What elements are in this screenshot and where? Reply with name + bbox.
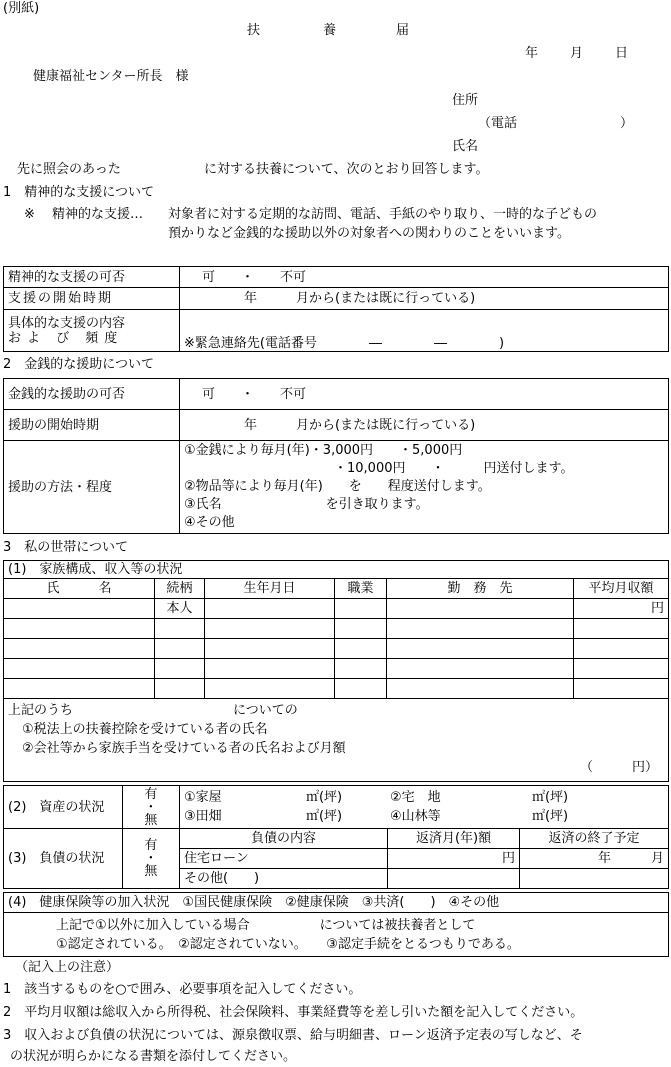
note-1: 1 該当するものを○で囲み、必要事項を記入してください。 [3,982,362,997]
address-label: 住所 [452,93,479,108]
area-unit: ㎡(坪) [531,809,569,824]
spiritual-content-label: 具体的な支援の内容 およ び 頻度 [4,310,180,352]
note-2: 2 平均月収額は総収入から所得税、社会保険料、事業経費等を差し引いた額を記入してください。 [3,1005,584,1020]
family-row[interactable] [4,659,669,679]
title-char-3: 届 [396,23,410,38]
family-header-income: 平均月収額 [574,579,669,599]
method-3: ③氏名 を引き取ります。 [184,497,429,512]
note-3b: の状況が明らかになる書類を添付してください。 [10,1049,297,1064]
note-3a: 3 収入および負債の状況については、源泉徴収票、給与明細書、ローン返済予定表の写しなど、そ [3,1028,583,1043]
household-table [3,560,669,782]
family-header-birthdate: 生年月日 [205,579,335,599]
spiritual-possible-label: 精神的な支援の可否 [4,267,180,288]
regarding: についての [233,703,298,718]
assets-detail[interactable] [179,786,668,829]
family-title: (1) 家族構成、収入等の状況 [4,561,669,579]
insurance-options: ①認定されている。 ②認定されていない。 ③認定手続をとるつもりである。 [56,936,520,952]
spiritual-start-label: 支援の開始時期 [4,288,180,310]
section1-title: 1 精神的な支援について [3,185,155,200]
spiritual-start-value[interactable]: 年 月から(または既に行っている) [180,288,669,310]
notes-title: （記入上の注意） [15,960,120,975]
income-unit: 円 [574,599,669,619]
note-line2: 預かりなど金銭的な援助以外の対象者への関わりのことをいいます。 [168,226,570,241]
financial-method-value[interactable] [180,441,669,534]
financial-possible-value[interactable]: 可 ・ 不可 [180,379,669,410]
financial-method-label: 援助の方法・程度 [4,441,180,534]
note-line1: 対象者に対する定期的な訪問、電話、手紙のやり取り、一時的な子どもの [168,207,598,222]
spiritual-support-table [3,266,669,352]
family-row[interactable] [4,639,669,659]
spiritual-possible-value[interactable]: 可 ・ 不可 [180,267,669,288]
asset-house: ①家屋 [183,790,222,805]
area-unit: ㎡(坪) [531,790,569,805]
debt-other-end[interactable] [519,869,668,889]
area-unit: ㎡(坪) [305,790,343,805]
debt-label: (3) 負債の状況 [4,829,123,889]
family-row[interactable] [4,599,669,619]
financial-possible-label: 金銭的な援助の可否 [4,379,180,410]
date-day: 日 [615,46,629,61]
insurance-note[interactable] [4,913,669,957]
intro-suffix: に対する扶養について、次のとおり回答します。 [204,162,489,177]
financial-support-table [3,378,669,534]
debt-other: その他( ) [179,869,387,889]
intro-prefix: 先に照会のあった [17,162,121,177]
assets-label: (2) 資産の状況 [4,786,123,829]
family-row[interactable] [4,679,669,699]
financial-start-label: 援助の開始時期 [4,410,180,441]
title-char-1: 扶 [247,23,261,38]
debt-yes-no[interactable]: 有 ・ 無 [122,829,179,889]
date-month: 月 [570,46,584,61]
area-unit: ㎡(坪) [305,809,343,824]
family-header-name: 氏 名 [4,579,155,599]
family-header-workplace: 勤 務 先 [387,579,574,599]
insurance-line[interactable]: (4) 健康保険等の加入状況 ①国民健康保険 ②健康保険 ③共済( ) ④その他 [4,893,669,913]
assets-yes-no[interactable]: 有 ・ 無 [122,786,179,829]
debt-end-date[interactable]: 年 月 [519,849,668,869]
debt-housing: 住宅ローン [179,849,387,869]
note-mark: ※ [24,207,35,222]
title-char-2: 養 [323,23,337,38]
method-1b: ・10,000円 ・ 円送付します。 [334,461,574,476]
dependents-cell[interactable] [4,699,669,782]
of-above: 上記のうち [8,703,74,718]
section3-title: 3 私の世帯について [3,540,129,555]
name-label: 氏名 [452,139,479,154]
addressee: 健康福祉センター所長 様 [33,69,189,84]
asset-field: ③田畑 [183,809,222,824]
asset-land: ②宅 地 [389,790,441,805]
debt-other-amount[interactable] [388,869,520,889]
family-row[interactable] [4,619,669,639]
method-1: ①金銭により毎月(年)・3,000円 ・5,000円 [184,443,463,458]
financial-start-value[interactable]: 年 月から(または既に行っている) [180,410,669,441]
family-header-occupation: 職業 [335,579,387,599]
phone-close: ） [620,116,634,131]
amount-paren: （ 円） [579,760,658,775]
debt-amount-unit[interactable]: 円 [388,849,520,869]
form-tag: (別紙) [3,1,40,16]
spiritual-content-value[interactable] [180,310,669,352]
method-4: ④その他 [184,515,235,530]
item-a: ①税法上の扶養控除を受けている者の氏名 [22,722,268,737]
date-year: 年 [525,46,539,61]
method-2: ②物品等により毎月(年) を 程度送付します。 [184,479,491,494]
insurance-note-a: 上記で①以外に加入している場合 [56,917,250,933]
insurance-note-b: については被扶養者として [319,917,476,933]
debt-header-end: 返済の終了予定 [519,829,668,849]
note-head: 精神的な支援… [52,207,144,222]
insurance-table [3,892,669,957]
asset-forest: ④山林等 [389,809,441,824]
phone-label: （電話 [478,116,518,131]
family-header-relation: 続柄 [155,579,205,599]
family-self: 本人 [155,599,205,619]
assets-debt-table [3,785,669,889]
debt-header-content: 負債の内容 [179,829,387,849]
item-b: ②会社等から家族手当を受けている者の氏名および月額 [22,741,346,756]
debt-header-amount: 返済月(年)額 [388,829,520,849]
section2-title: 2 金銭的な援助について [3,357,155,372]
emergency-contact: ※緊急連絡先(電話番号 ― ― ) [184,336,505,351]
